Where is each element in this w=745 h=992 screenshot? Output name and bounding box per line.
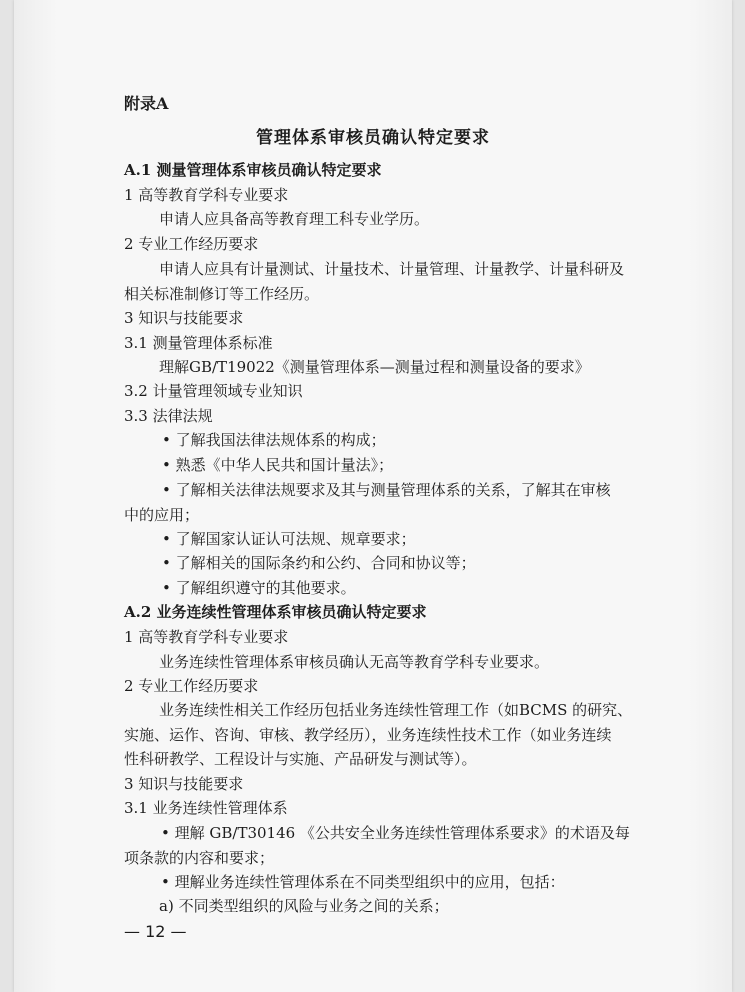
a1-bullet: • 了解组织遵守的其他要求。 — [162, 579, 356, 597]
a2-item2-body-line2: 实施、运作、咨询、审核、教学经历），业务连续性技术工作（如业务连续 — [124, 726, 612, 744]
document-page — [14, 0, 732, 992]
document-title: 管理体系审核员确认特定要求 — [256, 128, 490, 148]
a1-item3-2-heading: 3.2 计量管理领域专业知识 — [124, 382, 303, 400]
a1-item2-heading: 2 专业工作经历要求 — [124, 235, 259, 253]
a2-sub-item-a: a) 不同类型组织的风险与业务之间的关系； — [159, 897, 449, 915]
a1-bullet: • 熟悉《中华人民共和国计量法》； — [162, 456, 394, 474]
a1-item3-heading: 3 知识与技能要求 — [124, 309, 244, 327]
a2-item3-heading: 3 知识与技能要求 — [124, 775, 244, 793]
a1-item2-body-line2: 相关标准制修订等工作经历。 — [124, 285, 320, 303]
a1-item2-body-line1: 申请人应具有计量测试、计量技术、计量管理、计量教学、计量科研及 — [159, 260, 625, 278]
a2-item2-heading: 2 专业工作经历要求 — [124, 677, 259, 695]
a1-bullet: • 了解相关法律法规要求及其与测量管理体系的关系，了解其在审核 — [162, 481, 611, 499]
a2-bullet: • 理解 GB/T30146 《公共安全业务连续性管理体系要求》的术语及每 — [161, 824, 630, 842]
section-a1-heading: A.1 测量管理体系审核员确认特定要求 — [124, 161, 382, 179]
appendix-label: 附录A — [124, 94, 169, 113]
a1-bullet: • 了解相关的国际条约和公约、合同和协议等； — [162, 554, 476, 572]
a1-bullet-continuation: 中的应用； — [124, 506, 200, 524]
a1-item3-1-heading: 3.1 测量管理体系标准 — [124, 334, 273, 352]
a1-item1-heading: 1 高等教育学科专业要求 — [124, 186, 289, 204]
a2-bullet: • 理解业务连续性管理体系在不同类型组织中的应用，包括： — [161, 873, 565, 891]
a2-item3-1-heading: 3.1 业务连续性管理体系 — [124, 799, 288, 817]
a1-bullet: • 了解国家认证认可法规、规章要求； — [162, 530, 416, 548]
page-number: — 12 — — [124, 922, 187, 941]
a2-item2-body-line3: 性科研教学、工程设计与实施、产品研发与测试等）。 — [124, 750, 477, 768]
a1-item1-body: 申请人应具备高等教育理工科专业学历。 — [159, 210, 430, 228]
a2-item1-body: 业务连续性管理体系审核员确认无高等教育学科专业要求。 — [159, 653, 550, 671]
a1-bullet: • 了解我国法律法规体系的构成； — [162, 431, 386, 449]
a1-item3-1-body: 理解GB/T19022《测量管理体系—测量过程和测量设备的要求》 — [159, 358, 590, 376]
a2-bullet-continuation: 项条款的内容和要求； — [124, 849, 275, 867]
a1-item3-3-heading: 3.3 法律法规 — [124, 407, 213, 425]
a2-item2-body-line1: 业务连续性相关工作经历包括业务连续性管理工作（如BCMS 的研究、 — [159, 701, 633, 719]
a2-item1-heading: 1 高等教育学科专业要求 — [124, 628, 289, 646]
section-a2-heading: A.2 业务连续性管理体系审核员确认特定要求 — [124, 603, 427, 621]
